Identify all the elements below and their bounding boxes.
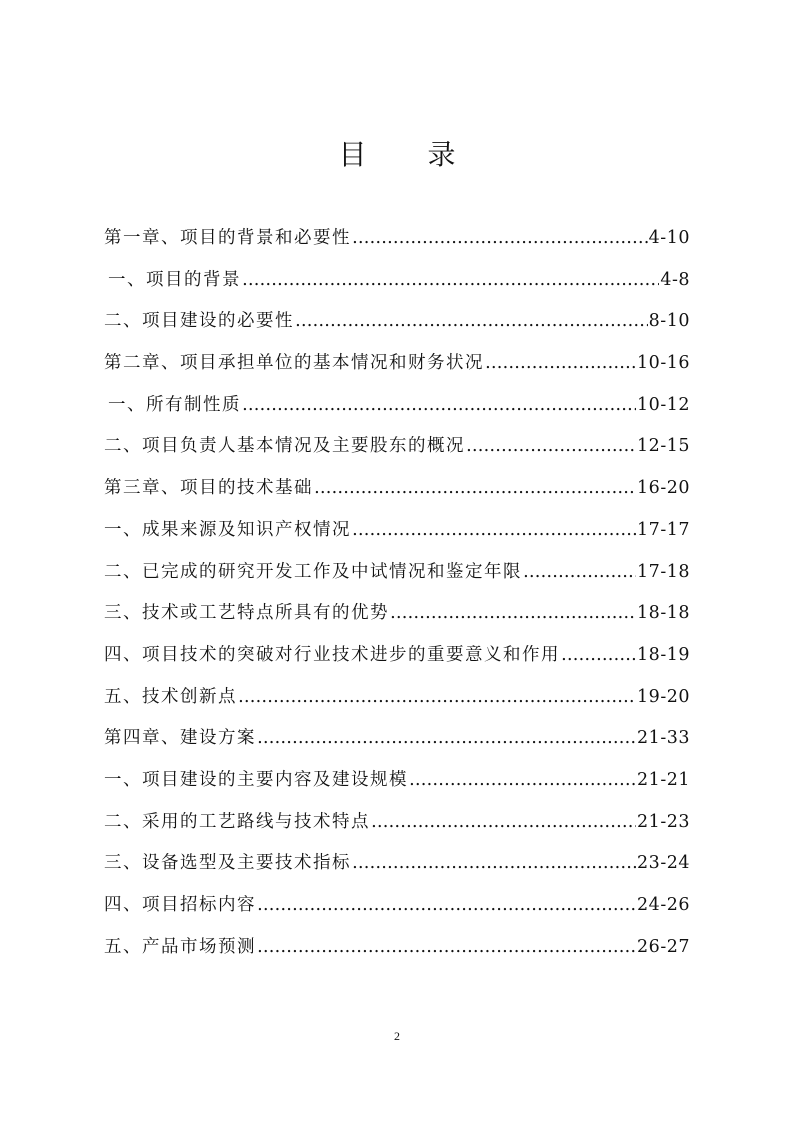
toc-entry-pages: 17-18 [637, 561, 690, 582]
toc-dot-leader [352, 847, 636, 879]
toc-entry[interactable] [104, 764, 690, 806]
toc-dot-leader [409, 764, 636, 796]
toc-entry[interactable] [104, 931, 690, 973]
toc-entry-title: 二、已完成的研究开发工作及中试情况和鉴定年限 [104, 561, 522, 582]
toc-entry[interactable] [104, 472, 690, 514]
toc-entry[interactable] [104, 847, 690, 889]
toc-entry-title: 二、采用的工艺路线与技术特点 [104, 811, 370, 832]
toc-entry-title: 一、项目建设的主要内容及建设规模 [104, 769, 408, 790]
toc-dot-leader [257, 722, 636, 754]
toc-dot-leader [242, 264, 659, 296]
toc-entry[interactable] [104, 806, 690, 848]
toc-entry-pages: 8-10 [648, 311, 690, 332]
toc-entry-title: 第二章、项目承担单位的基本情况和财务状况 [104, 353, 484, 374]
toc-entry-title: 一、所有制性质 [108, 394, 241, 415]
toc-entry-title: 五、技术创新点 [104, 686, 237, 707]
toc-entry[interactable] [104, 722, 690, 764]
toc-entry-title: 五、产品市场预测 [104, 936, 256, 957]
toc-entry-pages: 18-19 [637, 644, 690, 665]
toc-entry[interactable] [104, 347, 690, 389]
toc-entry[interactable] [104, 264, 690, 306]
table-of-contents [104, 222, 690, 972]
toc-entry-title: 三、设备选型及主要技术指标 [104, 853, 351, 874]
toc-entry[interactable] [104, 305, 690, 347]
toc-entry-pages: 12-15 [637, 436, 690, 457]
toc-entry-pages: 24-26 [637, 895, 690, 915]
toc-entry-title: 第四章、建设方案 [104, 728, 256, 749]
toc-entry-title: 四、项目技术的突破对行业技术进步的重要意义和作用 [104, 644, 560, 665]
toc-entry[interactable] [104, 389, 690, 431]
toc-entry-pages: 10-12 [637, 394, 690, 415]
toc-entry-pages: 10-16 [637, 353, 690, 374]
toc-entry[interactable] [104, 430, 690, 472]
toc-entry-title: 一、成果来源及知识产权情况 [104, 519, 351, 540]
toc-entry-pages: 19-20 [637, 686, 690, 707]
toc-dot-leader [390, 597, 636, 629]
toc-dot-leader [371, 806, 636, 838]
toc-dot-leader [257, 931, 636, 963]
toc-entry[interactable] [104, 597, 690, 639]
toc-entry[interactable] [104, 514, 690, 556]
toc-dot-leader [561, 639, 636, 671]
toc-entry[interactable] [104, 556, 690, 598]
toc-dot-leader [466, 430, 636, 462]
toc-entry-pages: 17-17 [637, 519, 690, 540]
toc-entry-title: 二、项目负责人基本情况及主要股东的概况 [104, 436, 465, 457]
toc-entry-pages: 18-18 [637, 603, 690, 624]
toc-entry-title: 一、项目的背景 [108, 269, 241, 290]
toc-entry-pages: 23-24 [637, 853, 690, 874]
toc-dot-leader [257, 889, 636, 921]
page-number: 2 [394, 1029, 400, 1043]
toc-entry-pages: 4-10 [648, 228, 690, 248]
toc-dot-leader [295, 305, 648, 337]
toc-entry-title: 二、项目建设的必要性 [104, 311, 294, 332]
page-title: 目 录 [338, 138, 482, 171]
toc-entry-title: 第三章、项目的技术基础 [104, 478, 313, 499]
toc-entry[interactable] [104, 222, 690, 264]
toc-entry-pages: 4-8 [660, 269, 690, 290]
toc-dot-leader [352, 222, 648, 254]
toc-entry-pages: 21-21 [637, 769, 690, 790]
toc-dot-leader [352, 514, 636, 546]
toc-entry-pages: 26-27 [637, 936, 690, 957]
toc-entry-title: 四、项目招标内容 [104, 895, 256, 915]
toc-entry-title: 三、技术或工艺特点所具有的优势 [104, 603, 389, 624]
toc-entry[interactable] [104, 681, 690, 723]
toc-dot-leader [485, 347, 636, 379]
toc-entry-pages: 21-33 [637, 728, 690, 749]
toc-entry-pages: 16-20 [637, 478, 690, 499]
toc-entry-title: 第一章、项目的背景和必要性 [104, 228, 351, 248]
toc-entry[interactable] [104, 639, 690, 681]
toc-dot-leader [242, 389, 636, 421]
toc-dot-leader [238, 681, 636, 713]
toc-dot-leader [314, 472, 636, 504]
toc-entry[interactable] [104, 889, 690, 931]
toc-dot-leader [523, 556, 636, 588]
toc-entry-pages: 21-23 [637, 811, 690, 832]
